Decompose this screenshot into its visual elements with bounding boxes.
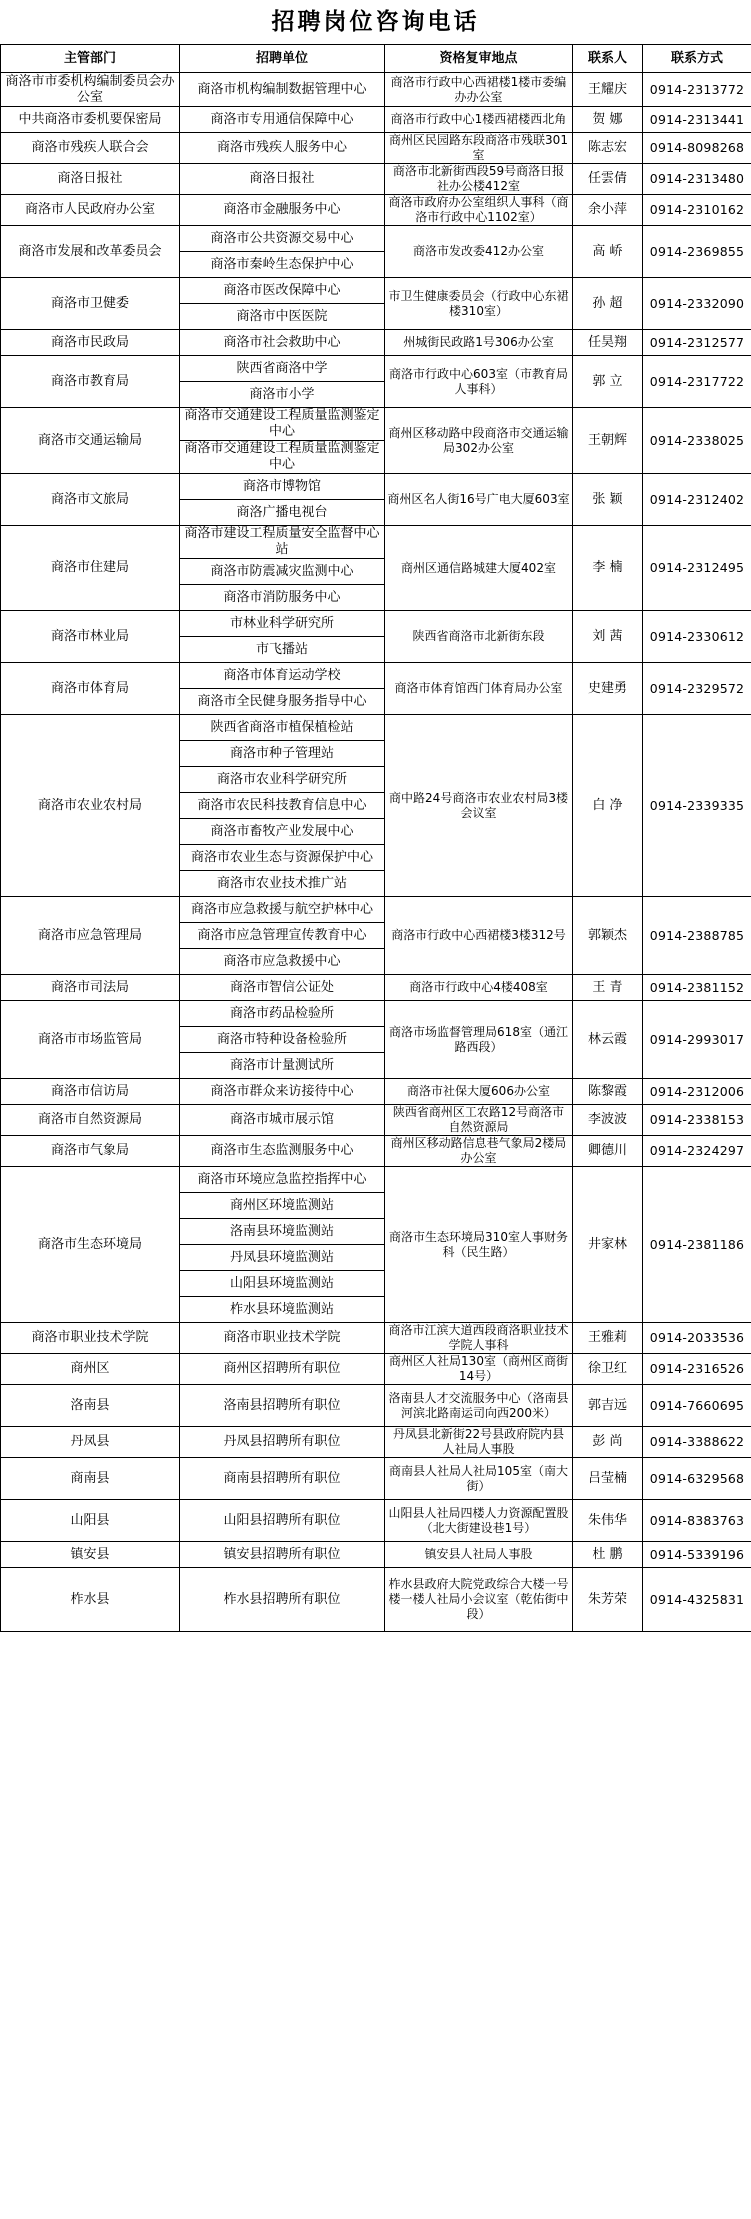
contact-person-cell: 林云霞 xyxy=(573,1001,643,1079)
address-cell: 柞水县政府大院党政综合大楼一号楼一楼人社局小会议室（乾佑街中段） xyxy=(385,1568,573,1632)
table-row xyxy=(1,526,751,559)
table-row xyxy=(1,1458,751,1500)
phone-cell: 0914-4325831 xyxy=(643,1568,751,1632)
dept-cell: 商洛市卫健委 xyxy=(1,278,180,330)
dept-cell: 商洛市人民政府办公室 xyxy=(1,195,180,226)
dept-cell: 商洛市司法局 xyxy=(1,975,180,1001)
phone-cell: 0914-2317722 xyxy=(643,356,751,408)
table-row xyxy=(1,1542,751,1568)
table-row xyxy=(1,133,751,164)
dept-cell: 商洛市信访局 xyxy=(1,1079,180,1105)
contact-person-cell: 王雅莉 xyxy=(573,1323,643,1354)
contact-person-cell: 李波波 xyxy=(573,1105,643,1136)
contact-person-cell: 吕莹楠 xyxy=(573,1458,643,1500)
dept-cell: 商洛市文旅局 xyxy=(1,474,180,526)
address-cell: 商洛市行政中心603室（市教育局人事科） xyxy=(385,356,573,408)
unit-cell: 市林业科学研究所 xyxy=(180,611,385,637)
phone-cell: 0914-2312577 xyxy=(643,330,751,356)
unit-cell: 商洛市智信公证处 xyxy=(180,975,385,1001)
address-cell: 商州区民园路东段商洛市残联301室 xyxy=(385,133,573,164)
table-row xyxy=(1,1323,751,1354)
unit-cell: 商洛市医改保障中心 xyxy=(180,278,385,304)
contact-table xyxy=(0,44,751,1632)
dept-cell: 商洛市市场监管局 xyxy=(1,1001,180,1079)
dept-cell: 镇安县 xyxy=(1,1542,180,1568)
phone-cell: 0914-2388785 xyxy=(643,897,751,975)
dept-cell: 中共商洛市委机要保密局 xyxy=(1,107,180,133)
contact-person-cell: 刘 茜 xyxy=(573,611,643,663)
phone-cell: 0914-2339335 xyxy=(643,715,751,897)
contact-person-cell: 王耀庆 xyxy=(573,73,643,107)
unit-cell: 商洛市建设工程质量安全监督中心站 xyxy=(180,526,385,559)
contact-person-cell: 杜 鹏 xyxy=(573,1542,643,1568)
phone-cell: 0914-2381152 xyxy=(643,975,751,1001)
unit-cell: 商南县招聘所有职位 xyxy=(180,1458,385,1500)
header-contact-person: 联系人 xyxy=(573,45,643,73)
address-cell: 州城街民政路1号306办公室 xyxy=(385,330,573,356)
dept-cell: 商洛市发展和改革委员会 xyxy=(1,226,180,278)
contact-person-cell: 朱芳荣 xyxy=(573,1568,643,1632)
dept-cell: 商州区 xyxy=(1,1354,180,1385)
unit-cell: 商州区环境监测站 xyxy=(180,1193,385,1219)
table-row xyxy=(1,1500,751,1542)
table-row xyxy=(1,1354,751,1385)
address-cell: 山阳县人社局四楼人力资源配置股（北大街建设巷1号） xyxy=(385,1500,573,1542)
unit-cell: 商洛市应急救援中心 xyxy=(180,949,385,975)
address-cell: 商洛市江滨大道西段商洛职业技术学院人事科 xyxy=(385,1323,573,1354)
unit-cell: 商洛市中医医院 xyxy=(180,304,385,330)
address-cell: 市卫生健康委员会（行政中心东裙楼310室） xyxy=(385,278,573,330)
table-row xyxy=(1,663,751,689)
contact-person-cell: 史建勇 xyxy=(573,663,643,715)
unit-cell: 商洛市社会救助中心 xyxy=(180,330,385,356)
unit-cell: 商洛市农民科技教育信息中心 xyxy=(180,793,385,819)
address-cell: 陕西省商州区工农路12号商洛市自然资源局 xyxy=(385,1105,573,1136)
table-row xyxy=(1,1167,751,1193)
unit-cell: 陕西省商洛市植保植检站 xyxy=(180,715,385,741)
contact-person-cell: 王朝辉 xyxy=(573,408,643,474)
phone-cell: 0914-2381186 xyxy=(643,1167,751,1323)
page-title: 招聘岗位咨询电话 xyxy=(271,9,480,35)
address-cell: 镇安县人社局人事股 xyxy=(385,1542,573,1568)
unit-cell: 商洛市交通建设工程质量监测鉴定中心 xyxy=(180,441,385,474)
dept-cell: 商洛市应急管理局 xyxy=(1,897,180,975)
table-row xyxy=(1,278,751,304)
table-row xyxy=(1,1105,751,1136)
unit-cell: 商州区招聘所有职位 xyxy=(180,1354,385,1385)
contact-person-cell: 任雲倩 xyxy=(573,164,643,195)
table-row xyxy=(1,1136,751,1167)
unit-cell: 商洛市金融服务中心 xyxy=(180,195,385,226)
table-row xyxy=(1,474,751,500)
address-cell: 商洛市场监督管理局618室（通江路西段） xyxy=(385,1001,573,1079)
address-cell: 商洛市社保大厦606办公室 xyxy=(385,1079,573,1105)
unit-cell: 柞水县环境监测站 xyxy=(180,1297,385,1323)
table-row xyxy=(1,1427,751,1458)
table-row xyxy=(1,897,751,923)
unit-cell: 洛南县环境监测站 xyxy=(180,1219,385,1245)
contact-person-cell: 徐卫红 xyxy=(573,1354,643,1385)
phone-cell: 0914-2312402 xyxy=(643,474,751,526)
table-row xyxy=(1,975,751,1001)
dept-cell: 商洛日报社 xyxy=(1,164,180,195)
address-cell: 丹凤县北新街22号县政府院内县人社局人事股 xyxy=(385,1427,573,1458)
phone-cell: 0914-2338153 xyxy=(643,1105,751,1136)
table-row xyxy=(1,195,751,226)
dept-cell: 商洛市体育局 xyxy=(1,663,180,715)
table-row xyxy=(1,226,751,252)
phone-cell: 0914-2313772 xyxy=(643,73,751,107)
unit-cell: 山阳县招聘所有职位 xyxy=(180,1500,385,1542)
phone-cell: 0914-2993017 xyxy=(643,1001,751,1079)
address-cell: 商洛市行政中心4楼408室 xyxy=(385,975,573,1001)
contact-person-cell: 孙 超 xyxy=(573,278,643,330)
unit-cell: 商洛市生态监测服务中心 xyxy=(180,1136,385,1167)
address-cell: 商州区移动路中段商洛市交通运输局302办公室 xyxy=(385,408,573,474)
dept-cell: 商南县 xyxy=(1,1458,180,1500)
dept-cell: 商洛市职业技术学院 xyxy=(1,1323,180,1354)
dept-cell: 商洛市交通运输局 xyxy=(1,408,180,474)
dept-cell: 山阳县 xyxy=(1,1500,180,1542)
address-cell: 商洛市发改委412办公室 xyxy=(385,226,573,278)
address-cell: 商州区通信路城建大厦402室 xyxy=(385,526,573,611)
unit-cell: 商洛日报社 xyxy=(180,164,385,195)
phone-cell: 0914-2330612 xyxy=(643,611,751,663)
contact-person-cell: 任昊翔 xyxy=(573,330,643,356)
phone-cell: 0914-2338025 xyxy=(643,408,751,474)
phone-cell: 0914-2332090 xyxy=(643,278,751,330)
table-row xyxy=(1,611,751,637)
table-row xyxy=(1,73,751,107)
contact-person-cell: 贺 娜 xyxy=(573,107,643,133)
dept-cell: 柞水县 xyxy=(1,1568,180,1632)
phone-cell: 0914-5339196 xyxy=(643,1542,751,1568)
table-row xyxy=(1,1079,751,1105)
phone-cell: 0914-2310162 xyxy=(643,195,751,226)
contact-person-cell: 郭 立 xyxy=(573,356,643,408)
unit-cell: 商洛市体育运动学校 xyxy=(180,663,385,689)
header-dept: 主管部门 xyxy=(1,45,180,73)
unit-cell: 丹凤县环境监测站 xyxy=(180,1245,385,1271)
table-row xyxy=(1,408,751,441)
table-row xyxy=(1,1385,751,1427)
unit-cell: 商洛市博物馆 xyxy=(180,474,385,500)
address-cell: 商中路24号商洛市农业农村局3楼会议室 xyxy=(385,715,573,897)
unit-cell: 商洛市交通建设工程质量监测鉴定中心 xyxy=(180,408,385,441)
address-cell: 洛南县人才交流服务中心（洛南县河滨北路南运司向西200米） xyxy=(385,1385,573,1427)
unit-cell: 商洛市农业生态与资源保护中心 xyxy=(180,845,385,871)
phone-cell: 0914-2369855 xyxy=(643,226,751,278)
phone-cell: 0914-8383763 xyxy=(643,1500,751,1542)
dept-cell: 商洛市农业农村局 xyxy=(1,715,180,897)
header-phone: 联系方式 xyxy=(643,45,751,73)
address-cell: 商州区名人街16号广电大厦603室 xyxy=(385,474,573,526)
address-cell: 商洛市行政中心西裙楼3楼312号 xyxy=(385,897,573,975)
dept-cell: 商洛市自然资源局 xyxy=(1,1105,180,1136)
unit-cell: 商洛广播电视台 xyxy=(180,500,385,526)
dept-cell: 商洛市市委机构编制委员会办公室 xyxy=(1,73,180,107)
address-cell: 商南县人社局人社局105室（南大街） xyxy=(385,1458,573,1500)
unit-cell: 商洛市畜牧产业发展中心 xyxy=(180,819,385,845)
contact-person-cell: 余小萍 xyxy=(573,195,643,226)
table-row xyxy=(1,1001,751,1027)
phone-cell: 0914-3388622 xyxy=(643,1427,751,1458)
dept-cell: 商洛市残疾人联合会 xyxy=(1,133,180,164)
unit-cell: 丹凤县招聘所有职位 xyxy=(180,1427,385,1458)
address-cell: 商洛市行政中心西裙楼1楼市委编办办公室 xyxy=(385,73,573,107)
phone-cell: 0914-2316526 xyxy=(643,1354,751,1385)
unit-cell: 商洛市职业技术学院 xyxy=(180,1323,385,1354)
unit-cell: 商洛市特种设备检验所 xyxy=(180,1027,385,1053)
dept-cell: 丹凤县 xyxy=(1,1427,180,1458)
address-cell: 商洛市行政中心1楼西裙楼西北角 xyxy=(385,107,573,133)
contact-person-cell: 李 楠 xyxy=(573,526,643,611)
phone-cell: 0914-2329572 xyxy=(643,663,751,715)
phone-cell: 0914-8098268 xyxy=(643,133,751,164)
unit-cell: 陕西省商洛中学 xyxy=(180,356,385,382)
contact-person-cell: 郭吉远 xyxy=(573,1385,643,1427)
unit-cell: 商洛市小学 xyxy=(180,382,385,408)
unit-cell: 商洛市机构编制数据管理中心 xyxy=(180,73,385,107)
unit-cell: 商洛市残疾人服务中心 xyxy=(180,133,385,164)
phone-cell: 0914-2312006 xyxy=(643,1079,751,1105)
contact-person-cell: 卿德川 xyxy=(573,1136,643,1167)
table-row xyxy=(1,164,751,195)
address-cell: 商洛市体育馆西门体育局办公室 xyxy=(385,663,573,715)
unit-cell: 商洛市应急救援与航空护林中心 xyxy=(180,897,385,923)
contact-person-cell: 郭颖杰 xyxy=(573,897,643,975)
unit-cell: 商洛市农业科学研究所 xyxy=(180,767,385,793)
unit-cell: 洛南县招聘所有职位 xyxy=(180,1385,385,1427)
unit-cell: 柞水县招聘所有职位 xyxy=(180,1568,385,1632)
unit-cell: 商洛市专用通信保障中心 xyxy=(180,107,385,133)
contact-person-cell: 朱伟华 xyxy=(573,1500,643,1542)
address-cell: 商洛市政府办公室组织人事科（商洛市行政中心1102室） xyxy=(385,195,573,226)
contact-person-cell: 高 峤 xyxy=(573,226,643,278)
unit-cell: 商洛市全民健身服务指导中心 xyxy=(180,689,385,715)
phone-cell: 0914-7660695 xyxy=(643,1385,751,1427)
dept-cell: 商洛市住建局 xyxy=(1,526,180,611)
contact-person-cell: 陈黎霞 xyxy=(573,1079,643,1105)
unit-cell: 商洛市种子管理站 xyxy=(180,741,385,767)
dept-cell: 商洛市生态环境局 xyxy=(1,1167,180,1323)
phone-cell: 0914-2313441 xyxy=(643,107,751,133)
contact-person-cell: 张 颖 xyxy=(573,474,643,526)
dept-cell: 商洛市教育局 xyxy=(1,356,180,408)
address-cell: 商洛市北新街西段59号商洛日报社办公楼412室 xyxy=(385,164,573,195)
table-row xyxy=(1,1568,751,1632)
unit-cell: 商洛市群众来访接待中心 xyxy=(180,1079,385,1105)
unit-cell: 商洛市农业技术推广站 xyxy=(180,871,385,897)
header-unit: 招聘单位 xyxy=(180,45,385,73)
address-cell: 陕西省商洛市北新街东段 xyxy=(385,611,573,663)
unit-cell: 镇安县招聘所有职位 xyxy=(180,1542,385,1568)
dept-cell: 商洛市林业局 xyxy=(1,611,180,663)
phone-cell: 0914-2324297 xyxy=(643,1136,751,1167)
unit-cell: 商洛市城市展示馆 xyxy=(180,1105,385,1136)
table-row xyxy=(1,107,751,133)
phone-cell: 0914-2313480 xyxy=(643,164,751,195)
address-cell: 商州区人社局130室（商州区商街14号） xyxy=(385,1354,573,1385)
address-cell: 商洛市生态环境局310室人事财务科（民生路） xyxy=(385,1167,573,1323)
phone-cell: 0914-2033536 xyxy=(643,1323,751,1354)
unit-cell: 商洛市环境应急监控指挥中心 xyxy=(180,1167,385,1193)
table-row xyxy=(1,356,751,382)
address-cell: 商州区移动路信息巷气象局2楼局办公室 xyxy=(385,1136,573,1167)
table-body xyxy=(1,73,751,1632)
unit-cell: 商洛市消防服务中心 xyxy=(180,585,385,611)
unit-cell: 商洛市应急管理宣传教育中心 xyxy=(180,923,385,949)
unit-cell: 商洛市计量测试所 xyxy=(180,1053,385,1079)
phone-cell: 0914-6329568 xyxy=(643,1458,751,1500)
dept-cell: 洛南县 xyxy=(1,1385,180,1427)
dept-cell: 商洛市民政局 xyxy=(1,330,180,356)
unit-cell: 商洛市防震减灾监测中心 xyxy=(180,559,385,585)
header-address: 资格复审地点 xyxy=(385,45,573,73)
contact-person-cell: 井家林 xyxy=(573,1167,643,1323)
unit-cell: 商洛市秦岭生态保护中心 xyxy=(180,252,385,278)
phone-cell: 0914-2312495 xyxy=(643,526,751,611)
contact-person-cell: 陈志宏 xyxy=(573,133,643,164)
header-row xyxy=(1,45,751,73)
dept-cell: 商洛市气象局 xyxy=(1,1136,180,1167)
unit-cell: 商洛市药品检验所 xyxy=(180,1001,385,1027)
unit-cell: 市飞播站 xyxy=(180,637,385,663)
table-row xyxy=(1,715,751,741)
contact-person-cell: 王 青 xyxy=(573,975,643,1001)
contact-person-cell: 白 净 xyxy=(573,715,643,897)
contact-person-cell: 彭 尚 xyxy=(573,1427,643,1458)
table-row xyxy=(1,330,751,356)
unit-cell: 商洛市公共资源交易中心 xyxy=(180,226,385,252)
unit-cell: 山阳县环境监测站 xyxy=(180,1271,385,1297)
